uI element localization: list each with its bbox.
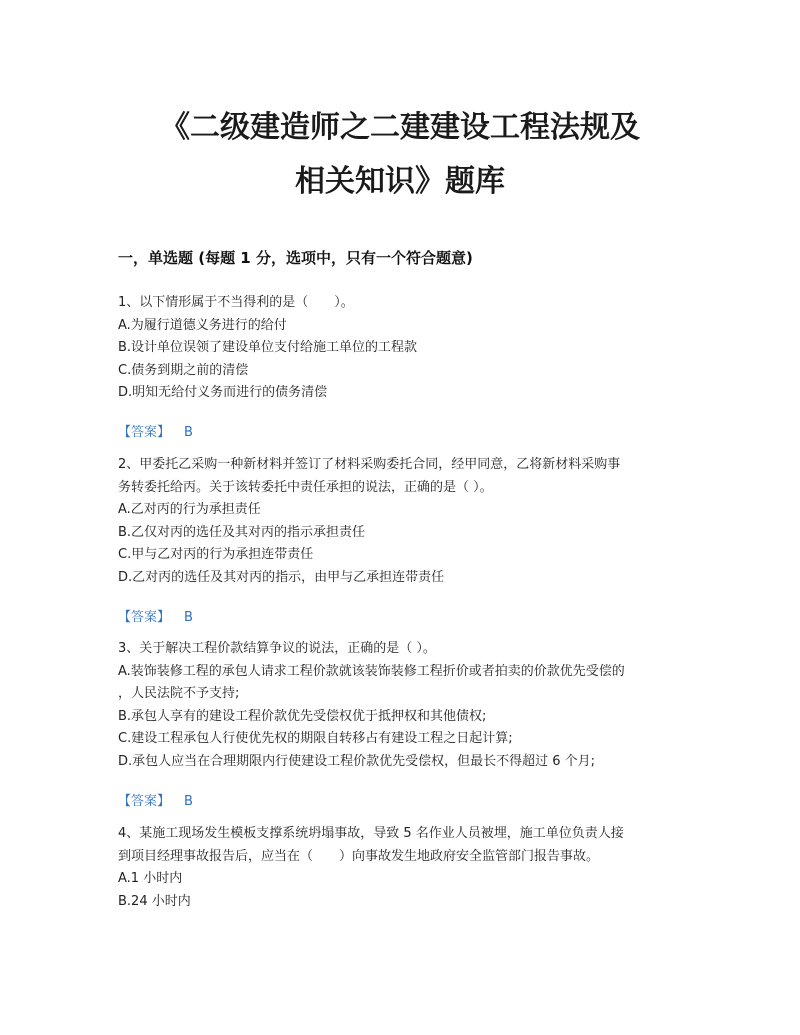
question-3	[118, 638, 688, 774]
question-4	[118, 823, 688, 913]
option-a: A.装饰装修工程的承包人请求工程价款就该装饰装修工程折价或者拍卖的价款优先受偿的	[118, 663, 625, 679]
option-b: B.24 小时内	[118, 893, 191, 909]
option-d: D.承包人应当在合理期限内行使建设工程价款优先受偿权，但最长不得超过 6 个月;	[118, 753, 596, 769]
option-c: C.建设工程承包人行使优先权的期限自转移占有建设工程之日起计算;	[118, 731, 513, 747]
answer-label: 【答案】	[118, 794, 171, 809]
document-title-line-2: 相关知识》题库	[295, 164, 505, 199]
option-a-continued: ，人民法院不予支持;	[118, 686, 240, 702]
option-a: A.乙对丙的行为承担责任	[118, 502, 261, 518]
option-b: B.设计单位误领了建设单位支付给施工单位的工程款	[118, 340, 418, 356]
option-b: B.承包人享有的建设工程价款优先受偿权优于抵押权和其他债权;	[118, 708, 487, 724]
option-d: D.乙对丙的选任及其对丙的指示，由甲与乙承担连带责任	[118, 569, 445, 585]
question-stem: 务转委托给丙。关于该转委托中责任承担的说法，正确的是（ ）。	[118, 479, 493, 495]
answer-label: 【答案】	[118, 610, 171, 625]
option-a: A.为履行道德义务进行的给付	[118, 317, 287, 333]
document-title-line-1: 《二级建造师之二建建设工程法规及	[160, 110, 640, 145]
answer-value: B	[184, 610, 193, 625]
option-c: C.甲与乙对丙的行为承担连带责任	[118, 547, 314, 563]
question-stem: 2、甲委托乙采购一种新材料并签订了材料采购委托合同，经甲同意，乙将新材料采购事	[118, 457, 621, 472]
option-b: B.乙仅对丙的选任及其对丙的指示承担责任	[118, 524, 366, 540]
answer-label: 【答案】	[118, 425, 171, 440]
question-stem: 4、某施工现场发生模板支撑系统坍塌事故，导致 5 名作业人员被埋，施工单位负责人接	[118, 826, 624, 841]
question-stem: 到项目经理事故报告后，应当在（ ）向事故发生地政府安全监管部门报告事故。	[118, 848, 600, 864]
question-1	[118, 292, 688, 405]
answer-value: B	[184, 794, 193, 809]
question-stem: 3、关于解决工程价款结算争议的说法，正确的是（ ）。	[118, 641, 436, 656]
question-stem: 1、以下情形属于不当得利的是（ ）。	[118, 295, 354, 310]
section-heading: 一，单选题 (每题 1 分，选项中，只有一个符合题意)	[118, 249, 473, 267]
answer-1	[118, 421, 193, 440]
answer-value: B	[184, 425, 193, 440]
answer-3	[118, 790, 193, 809]
question-2	[118, 454, 688, 590]
answer-2	[118, 606, 193, 625]
option-a: A.1 小时内	[118, 871, 183, 887]
option-c: C.债务到期之前的清偿	[118, 362, 249, 378]
option-d: D.明知无给付义务而进行的债务清偿	[118, 385, 328, 401]
